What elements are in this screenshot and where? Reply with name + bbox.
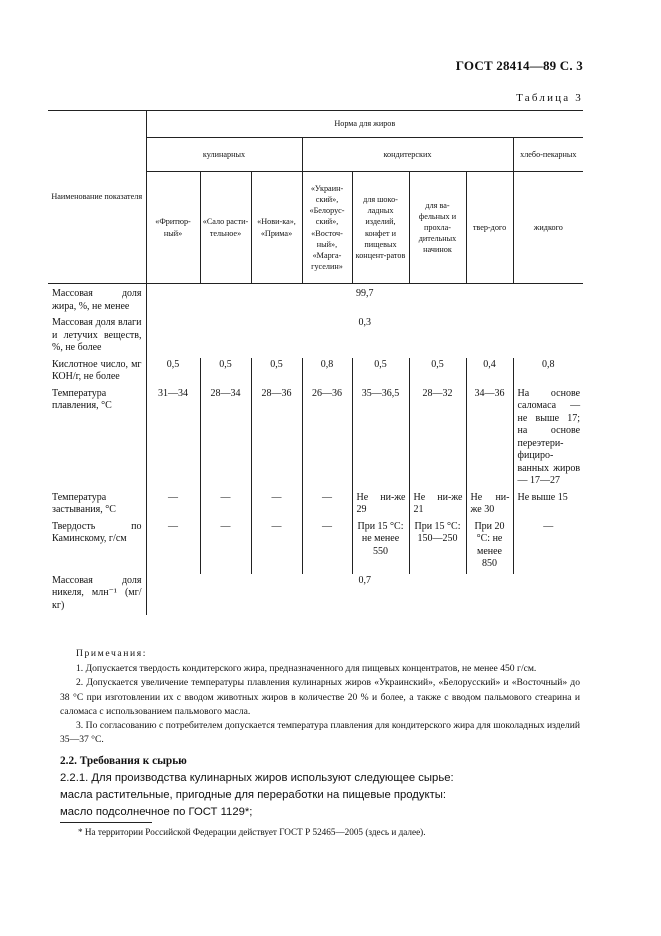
notes-title: Примечания: (76, 648, 147, 659)
table-row-nickel (48, 574, 583, 616)
col-header-solid: твер-дого (466, 172, 513, 284)
section-title: 2.2. Требования к сырью (60, 755, 187, 767)
cell: Не ни-же 29 (352, 491, 409, 520)
col-header-salo: «Сало расти-тельное» (200, 172, 251, 284)
col-header-liquid: жидкого (513, 172, 583, 284)
row-name: Температура плавления, °С (52, 387, 112, 411)
section-raw-materials (60, 753, 580, 822)
cell: — (513, 520, 583, 574)
note-item: 1. Допускается твердость кондитерского жира, предназначенного для пищевых концентратов, не менее 450 г/см. (76, 663, 537, 675)
cell: При 15 °С: не менее 550 (352, 520, 409, 574)
group-header-bakery: хлебо-пекарных (513, 138, 583, 172)
group-header-confectionery: кондитерских (302, 138, 513, 172)
cell: — (302, 520, 352, 574)
cell: — (146, 520, 200, 574)
cell: Не выше 15 (513, 491, 583, 520)
cell: 0,5 (200, 358, 251, 387)
cell: 31—34 (146, 387, 200, 491)
cell: 0,4 (466, 358, 513, 387)
cell: — (200, 520, 251, 574)
table-row-moisture (48, 316, 583, 358)
table-row-fat (48, 284, 583, 317)
notes (60, 647, 580, 747)
cell: Не ни-же 30 (466, 491, 513, 520)
row-name: Массовая доля жира, %, не менее (52, 288, 142, 312)
col-header-wafer: для ва-фельных и прохла-дительных начинок (409, 172, 466, 284)
cell: 26—36 (302, 387, 352, 491)
table-row-acid (48, 358, 583, 387)
table-row-melting (48, 387, 583, 491)
fat-norms-table (48, 110, 583, 615)
stub-header: Наименование показателя (48, 111, 146, 284)
col-header-chocolate: для шоко-ладных изделий, конфет и пищевых концент-ратов (352, 172, 409, 284)
cell: 0,8 (302, 358, 352, 387)
common-value: 99,7 (146, 284, 583, 317)
cell: 34—36 (466, 387, 513, 491)
section-line: 2.2.1. Для производства кулинарных жиров используют следующее сырье: (60, 772, 454, 785)
cell: 35—36,5 (352, 387, 409, 491)
cell: 0,8 (513, 358, 583, 387)
cell: 0,5 (409, 358, 466, 387)
table-row-hardness (48, 520, 583, 574)
common-value: 0,3 (146, 316, 583, 358)
row-name: Твердость по Каминскому, г/см (52, 520, 142, 544)
row-name: Массовая доля никеля, млн⁻¹ (мг/кг) (52, 574, 142, 611)
cell: При 20 °С: не менее 850 (466, 520, 513, 574)
col-header-novinka: «Нови-ка», «Прима» (251, 172, 302, 284)
footnote-divider (60, 822, 152, 823)
table-caption: Таблица 3 (516, 92, 583, 104)
section-line: масло подсолнечное по ГОСТ 1129*; (60, 806, 253, 819)
cell: 28—36 (251, 387, 302, 491)
cell: — (302, 491, 352, 520)
cell: — (251, 520, 302, 574)
note-item: 2. Допускается увеличение температуры плавления кулинарных жиров «Украинский», «Белорусский» и «Восточный» до 38 °С при изготовлении их с вводом животных жиров в количестве 20 % и более, а также с вводом пальмового стеарина и саломаса с использованием пальмового масла. (60, 677, 580, 717)
cell: — (146, 491, 200, 520)
cell: 28—32 (409, 387, 466, 491)
norm-header: Норма для жиров (146, 111, 583, 138)
col-header-ukrainsky: «Украин-ский», «Белорус-ский», «Восточ-ный», «Марга-гуселин» (302, 172, 352, 284)
common-value: 0,7 (146, 574, 583, 616)
note-item: 3. По согласованию с потребителем допускается температура плавления для кондитерского жира для шоколадных изделий 35—37 °С. (60, 719, 580, 746)
cell: — (251, 491, 302, 520)
footnote: * На территории Российской Федерации действует ГОСТ Р 52465—2005 (здесь и далее). (78, 827, 426, 837)
row-name: Температура застывания, °С (52, 491, 116, 515)
cell: На основе саломаса — не выше 17; на основе переэтери-фициро-ванных жиров — 17—27 (513, 387, 583, 491)
page-header: ГОСТ 28414—89 С. 3 (455, 58, 583, 73)
cell: 0,5 (146, 358, 200, 387)
cell: 0,5 (251, 358, 302, 387)
cell: 0,5 (352, 358, 409, 387)
group-header-culinary: кулинарных (146, 138, 302, 172)
row-name: Кислотное число, мг КОН/г, не более (52, 358, 142, 382)
cell: 28—34 (200, 387, 251, 491)
col-header-fritur: «Фритюр-ный» (146, 172, 200, 284)
row-name: Массовая доля влаги и летучих веществ, %, не более (52, 317, 142, 353)
cell: — (200, 491, 251, 520)
table-row-solidification (48, 491, 583, 520)
table-container (48, 110, 583, 615)
section-line: масла растительные, пригодные для переработки на пищевые продукты: (60, 789, 447, 802)
cell: Не ни-же 21 (409, 491, 466, 520)
cell: При 15 °С: 150—250 (409, 520, 466, 574)
